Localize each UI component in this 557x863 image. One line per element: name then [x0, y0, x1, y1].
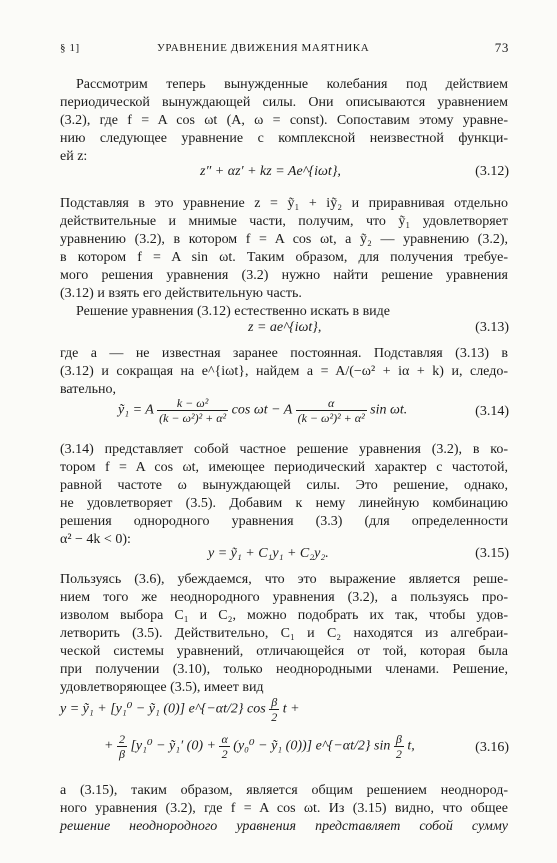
equation-number: (3.12) [475, 164, 509, 179]
text-line: периодической вынуждающей силы. Они описываются уравнением [60, 95, 508, 110]
equation-line-2 [104, 732, 415, 761]
equation-body: z = ae^{iωt}, [248, 320, 322, 335]
running-title: УРАВНЕНИЕ ДВИЖЕНИЯ МАЯТНИКА [157, 42, 370, 54]
text-line: не удовлетворяет (3.5). Добавим к нему линейную комбинацию [60, 496, 508, 511]
denominator: (k − ω²)² + α² [297, 411, 365, 425]
text-line: в котором f = A sin ωt. Таким образом, для получения требуе- [60, 250, 508, 265]
numerator: α [221, 732, 228, 746]
text-line: Рассмотрим теперь вынужденные колебания под действием [76, 77, 508, 92]
denominator: (k − ω²)² + α² [159, 411, 227, 425]
text-line: (3.2), где f = A cos ωt (A, ω = const). Сопоставим этому уравне- [60, 113, 508, 128]
numerator: β [394, 732, 404, 747]
equation-number: (3.15) [475, 546, 509, 561]
equation-number: (3.13) [475, 320, 509, 335]
equation-body: y = ỹ₁ + C₁y₁ + C₂y₂. [208, 546, 329, 561]
text-line: при получении (3.10), только неоднородными членами. Решение, [60, 662, 508, 677]
text-line: (3.12) и сокращая на e^{iωt}, найдем a = A/(−ω² + iα + k) и, следо- [60, 364, 508, 379]
text-line: Пользуясь (3.6), убеждаемся, что это выражение является реше- [60, 572, 508, 587]
text-line: где a — не известная заранее постоянная. Подставляя (3.13) в [60, 346, 508, 361]
page-number: 73 [494, 40, 509, 55]
numerator: β [269, 695, 279, 710]
fraction [394, 732, 404, 761]
text-line: ей z: [60, 149, 88, 164]
text-line: уравнению (3.2), в котором f = A cos ωt, а ỹ₂ — уравнению (3.2), [60, 232, 508, 247]
text-line: Подставляя в это уравнение z = ỹ₁ + iỹ₂ и приравнивая отдельно [60, 196, 508, 211]
text-line: нию следующее уравнение с комплексной неизвестной функци- [60, 131, 508, 146]
eq-part: + [104, 738, 114, 754]
equation-body [118, 396, 407, 425]
text-line: действительные и мнимые части, получим, что ỹ₁ удовлетворяет [60, 214, 508, 229]
text-line: ческой системы уравнений, отличающейся от той, которая была [60, 644, 508, 659]
eq-part: [y₁⁰ − ỹ₁′ (0) + [130, 738, 216, 754]
denominator: β [118, 747, 125, 761]
equation-body: z″ + αz′ + kz = Ae^{iωt}, [200, 164, 341, 179]
eq-part: y = ỹ₁ + [y₁⁰ − ỹ₁ (0)] e^{−αt/2} cos [60, 701, 266, 717]
equation-number: (3.16) [475, 740, 509, 755]
denominator: 2 [221, 747, 228, 761]
text-line: (3.12) и взять его действительную часть. [60, 286, 302, 301]
text-line: нием того же неоднородного уравнения (3.2), а пользуясь про- [60, 590, 508, 605]
text-line: α² − 4k < 0): [60, 532, 131, 547]
numerator: 2 [118, 732, 125, 746]
eq-part: t, [407, 738, 415, 754]
denominator: 2 [271, 710, 278, 724]
fraction [157, 396, 228, 425]
text-line: летворить (3.5). Действительно, C₁ и C₂ находятся из алгебраи- [60, 626, 508, 641]
text-line: равной частоте ω вынуждающей силы. Это решение, однако, [60, 478, 508, 493]
text-line: (3.14) представляет собой частное решение уравнения (3.2), в ко- [60, 442, 508, 457]
text-line: удовлетворяющее (3.5), имеет вид [60, 680, 264, 695]
text-line: а (3.15), таким образом, является общим решением неоднород- [60, 783, 508, 798]
eq-part: sin ωt. [370, 402, 408, 418]
text-line: вательно, [60, 382, 116, 397]
text-line: мого решения уравнения (3.2) нужно найти решение уравнения [60, 268, 508, 283]
text-line: Решение уравнения (3.12) естественно искать в виде [76, 304, 391, 319]
numerator: k − ω² [157, 396, 228, 411]
eq-part: cos ωt − A [231, 402, 293, 418]
fraction [219, 732, 229, 761]
eq-part: t + [282, 701, 300, 717]
text-line: решение неоднородного уравнения представляет собой сумму [60, 819, 508, 834]
section-number: § 1] [60, 42, 80, 54]
eq-part: (y₀⁰ − ỹ₁ (0))] e^{−αt/2} sin [233, 738, 391, 754]
fraction [296, 396, 367, 425]
equation-number: (3.14) [475, 404, 509, 419]
denominator: 2 [395, 747, 402, 761]
text-line: тором f = A cos ωt, имеющее периодический характер с частотой, [60, 460, 508, 475]
text-line: изволом выбора C₁ и C₂, можно подобрать их так, чтобы удов- [60, 608, 508, 623]
equation-line-1 [60, 695, 300, 724]
text-line: ного уравнения (3.2), где f = A cos ωt. Из (3.15) видно, что общее [60, 801, 508, 816]
eq-part: ỹ₁ = A [118, 402, 154, 418]
fraction [117, 732, 127, 761]
numerator: α [296, 396, 367, 411]
text-line: решения однородного уравнения (3.3) (для определенности [60, 514, 508, 529]
fraction [269, 695, 279, 724]
